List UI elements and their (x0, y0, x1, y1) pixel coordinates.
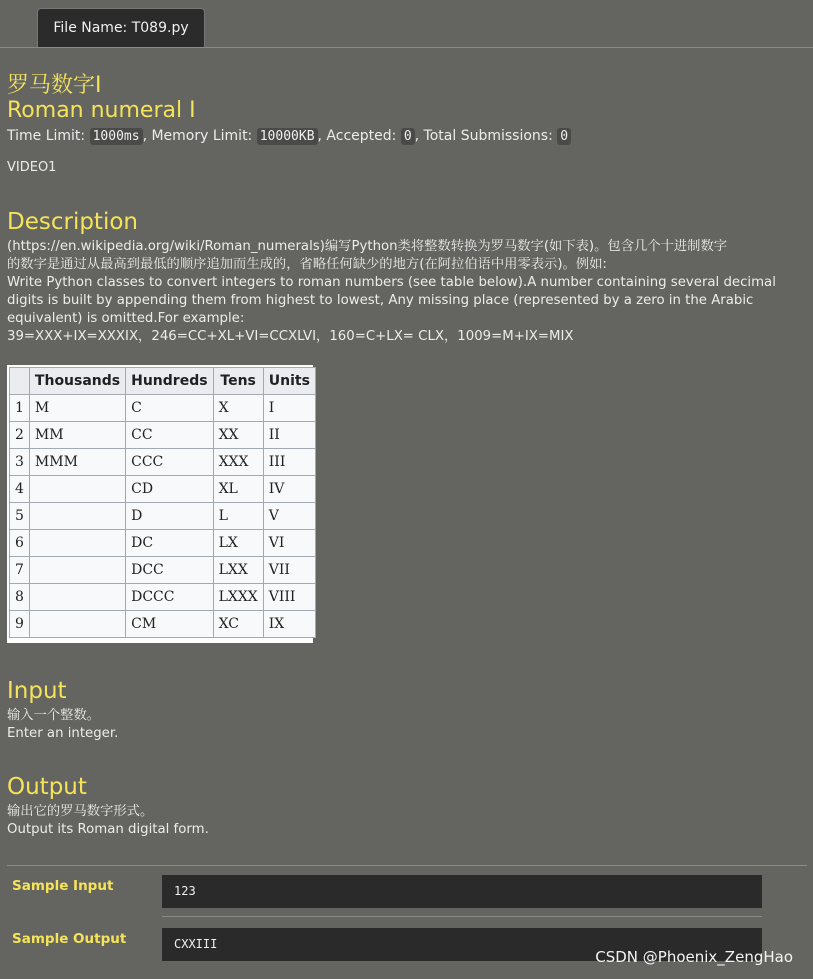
output-cn: 输出它的罗马数字形式。 (7, 804, 154, 819)
table-cell: D (126, 503, 213, 530)
table-row (10, 449, 316, 476)
total-submissions-value: 0 (557, 128, 571, 145)
roman-table-container (7, 365, 313, 643)
description-example: 39=XXX+IX=XXXIX，246=CC+XL+VI=CCXLVI，160=C+LX= CLX，1009=M+IX=MIX (7, 329, 574, 344)
table-cell: X (213, 395, 263, 422)
table-row (10, 395, 316, 422)
output-heading: Output (7, 774, 87, 800)
table-cell: VIII (263, 584, 315, 611)
memory-limit-label: , Memory Limit: (142, 128, 253, 144)
table-cell: VI (263, 530, 315, 557)
table-cell: IX (263, 611, 315, 638)
table-cell: II (263, 422, 315, 449)
sample-input-box[interactable]: 123 (162, 875, 762, 908)
table-cell: CC (126, 422, 213, 449)
tab-bar (0, 0, 813, 48)
table-row-number: 1 (10, 395, 30, 422)
table-row-number: 8 (10, 584, 30, 611)
table-cell: VII (263, 557, 315, 584)
description-en-line: Write Python classes to convert integers to roman numbers (see table below).A number containing several decimal (7, 275, 776, 290)
table-header-cell (10, 368, 30, 395)
table-cell: MM (29, 422, 125, 449)
table-row-number: 6 (10, 530, 30, 557)
sample-output-label: Sample Output (12, 931, 127, 947)
table-cell: V (263, 503, 315, 530)
table-cell (29, 503, 125, 530)
table-cell: LXX (213, 557, 263, 584)
table-row-number: 2 (10, 422, 30, 449)
input-en: Enter an integer. (7, 726, 119, 741)
watermark: CSDN @Phoenix_ZengHao (595, 948, 793, 966)
time-limit-value: 1000ms (90, 128, 143, 145)
table-row-number: 7 (10, 557, 30, 584)
table-cell: XX (213, 422, 263, 449)
description-en-line: digits is built by appending them from highest to lowest, Any missing place (represented by a zero in the Arabic (7, 293, 754, 308)
table-cell: LX (213, 530, 263, 557)
tab-file-name[interactable]: File Name: T089.py (37, 8, 205, 47)
table-header-cell: Units (263, 368, 315, 395)
table-cell (29, 530, 125, 557)
accepted-value: 0 (401, 128, 415, 145)
table-row (10, 422, 316, 449)
table-cell: LXXX (213, 584, 263, 611)
problem-title-cn: 罗马数字I (7, 73, 102, 98)
table-cell: CCC (126, 449, 213, 476)
table-row-number: 4 (10, 476, 30, 503)
input-heading: Input (7, 678, 67, 704)
table-header-cell: Thousands (29, 368, 125, 395)
table-cell: DCC (126, 557, 213, 584)
table-cell: CM (126, 611, 213, 638)
table-header-row (10, 368, 316, 395)
input-body (7, 707, 807, 743)
table-cell: III (263, 449, 315, 476)
sample-input-label: Sample Input (12, 878, 114, 894)
table-cell: XXX (213, 449, 263, 476)
time-limit-label: Time Limit: (7, 128, 86, 144)
table-cell: I (263, 395, 315, 422)
table-row (10, 503, 316, 530)
sample-divider (162, 916, 762, 917)
input-cn: 输入一个整数。 (7, 708, 101, 723)
table-cell: DC (126, 530, 213, 557)
table-cell: XC (213, 611, 263, 638)
table-cell (29, 611, 125, 638)
sample-output-box[interactable]: CXXIII (162, 928, 762, 961)
output-body (7, 803, 807, 839)
description-cn-line: 的数字是通过从最高到最低的顺序追加而生成的，省略任何缺少的地方(在阿拉伯语中用零表示)。例如: (7, 257, 607, 272)
table-row-number: 5 (10, 503, 30, 530)
table-row-number: 3 (10, 449, 30, 476)
table-header-cell: Hundreds (126, 368, 213, 395)
table-cell: CD (126, 476, 213, 503)
table-row (10, 557, 316, 584)
table-cell: L (213, 503, 263, 530)
table-cell: IV (263, 476, 315, 503)
output-en: Output its Roman digital form. (7, 822, 209, 837)
table-cell: M (29, 395, 125, 422)
roman-numeral-table (9, 367, 316, 638)
table-row (10, 476, 316, 503)
problem-meta (7, 126, 571, 147)
description-cn-line: (https://en.wikipedia.org/wiki/Roman_numerals)编写Python类将整数转换为罗马数字(如下表)。包含几个十进制数字 (7, 239, 728, 254)
table-cell: XL (213, 476, 263, 503)
problem-title-en: Roman numeral I (7, 98, 196, 123)
video-link[interactable]: VIDEO1 (7, 160, 57, 175)
table-cell (29, 584, 125, 611)
table-row-number: 9 (10, 611, 30, 638)
memory-limit-value: 10000KB (257, 128, 318, 145)
accepted-label: , Accepted: (317, 128, 397, 144)
table-cell: MMM (29, 449, 125, 476)
table-row (10, 611, 316, 638)
table-row (10, 584, 316, 611)
description-body (7, 238, 807, 346)
table-header-cell: Tens (213, 368, 263, 395)
table-cell (29, 557, 125, 584)
table-cell (29, 476, 125, 503)
table-row (10, 530, 316, 557)
section-divider (7, 865, 807, 866)
description-en-line: equivalent) is omitted.For example: (7, 311, 245, 326)
table-cell: C (126, 395, 213, 422)
table-cell: DCCC (126, 584, 213, 611)
total-submissions-label: , Total Submissions: (414, 128, 553, 144)
description-heading: Description (7, 209, 138, 235)
